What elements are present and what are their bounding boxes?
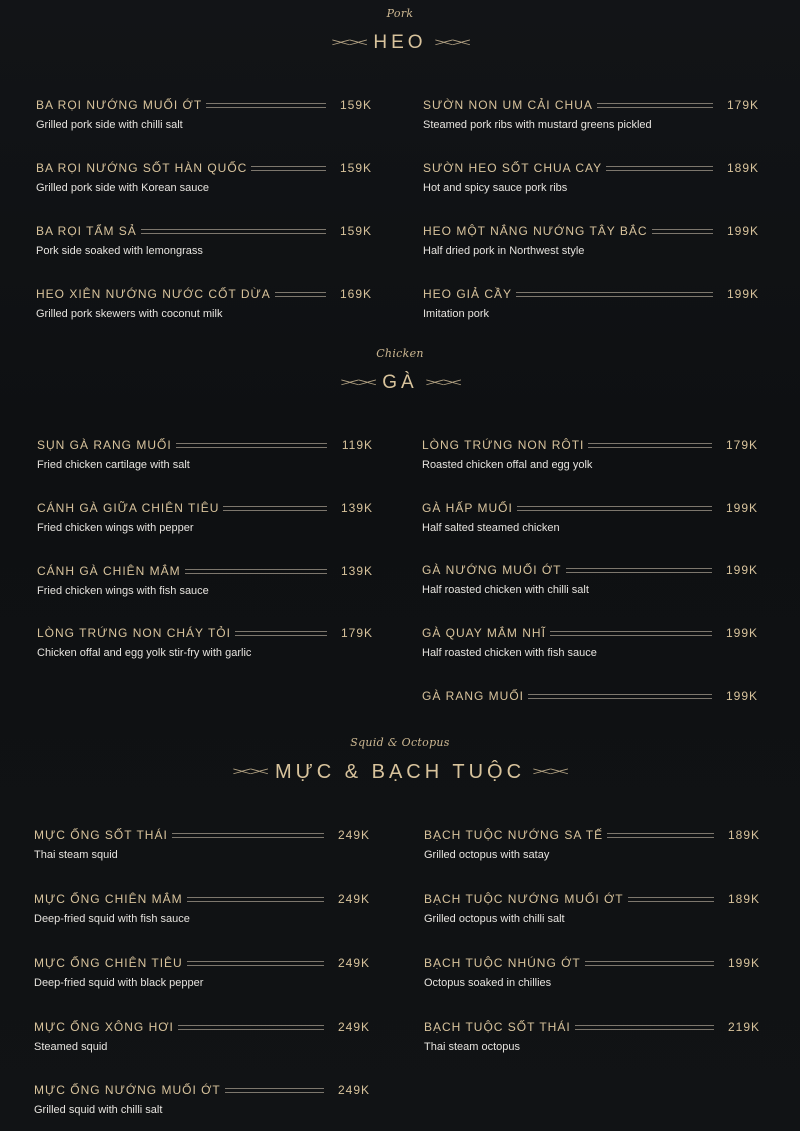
item-name: LÒNG TRỨNG NON RÔTI — [422, 438, 585, 452]
menu-item — [422, 625, 758, 667]
item-price: 199K — [726, 287, 759, 301]
item-description: Roasted chicken offal and egg yolk — [422, 459, 593, 471]
item-price: 199K — [725, 563, 758, 577]
leader-rule — [606, 166, 713, 171]
section-title-text: MỰC & BẠCH TUỘC — [274, 760, 526, 783]
item-name: MỰC ỐNG XÔNG HƠI — [34, 1020, 174, 1034]
item-description: Half salted steamed chicken — [422, 522, 560, 534]
item-description: Hot and spicy sauce pork ribs — [423, 182, 568, 194]
ornament-right-icon: ><>< — [532, 766, 568, 778]
ornament-left-icon: ><>< — [340, 377, 375, 389]
menu-item — [34, 891, 370, 933]
item-price: 199K — [727, 956, 760, 970]
leader-rule — [235, 631, 327, 636]
item-description: Grilled pork side with Korean sauce — [36, 182, 210, 194]
leader-rule — [185, 569, 327, 574]
item-price: 249K — [337, 892, 370, 906]
menu-item — [423, 160, 759, 202]
leader-rule — [607, 833, 714, 838]
section-title-ga — [0, 370, 800, 396]
menu-item — [424, 955, 760, 997]
section-title-text: GÀ — [382, 372, 418, 393]
menu-item — [422, 688, 758, 730]
section-title-muc-bach-tuoc — [0, 758, 800, 786]
menu-item — [36, 160, 372, 202]
item-name: BẠCH TUỘC NHÚNG ỚT — [424, 956, 581, 970]
ornament-left-icon: ><>< — [232, 766, 268, 778]
section-subtitle-chicken: Chicken — [376, 347, 424, 360]
ornament-left-icon: ><>< — [331, 37, 366, 49]
section-subtitle-pork: Pork — [386, 7, 414, 20]
leader-rule — [597, 103, 713, 108]
leader-rule — [585, 961, 714, 966]
item-description: Deep-fried squid with black pepper — [34, 977, 204, 989]
menu-item — [37, 563, 373, 605]
leader-rule — [225, 1088, 324, 1093]
item-name: MỰC ỐNG CHIÊN MẮM — [34, 892, 183, 906]
leader-rule — [652, 229, 713, 234]
menu-item — [423, 97, 759, 139]
leader-rule — [206, 103, 326, 108]
item-price: 199K — [725, 689, 758, 703]
section-title-text: HEO — [373, 32, 427, 53]
item-price: 249K — [337, 1083, 370, 1097]
item-price: 179K — [340, 626, 373, 640]
item-price: 139K — [340, 564, 373, 578]
item-name: SƯỜN NON UM CẢI CHUA — [423, 98, 593, 112]
item-price: 249K — [337, 1020, 370, 1034]
leader-rule — [176, 443, 327, 448]
item-description: Fried chicken wings with pepper — [37, 522, 194, 534]
item-description: Fried chicken wings with fish sauce — [37, 585, 209, 597]
item-price: 189K — [726, 161, 759, 175]
item-name: BA RỌI NƯỚNG SỐT HÀN QUỐC — [36, 161, 248, 175]
item-name: BẠCH TUỘC SỐT THÁI — [424, 1020, 571, 1034]
item-description: Half dried pork in Northwest style — [423, 245, 585, 257]
leader-rule — [141, 229, 326, 234]
item-name: BẠCH TUỘC NƯỚNG SA TẾ — [424, 828, 604, 842]
item-name: SỤN GÀ RANG MUỐI — [37, 438, 172, 452]
item-name: GÀ RANG MUỐI — [422, 689, 525, 703]
item-name: HEO MỘT NẮNG NƯỚNG TÂY BẮC — [423, 224, 648, 238]
ornament-right-icon: ><>< — [425, 377, 460, 389]
leader-rule — [187, 961, 324, 966]
menu-item — [34, 1019, 370, 1061]
leader-rule — [517, 506, 712, 511]
menu-item — [37, 500, 373, 542]
menu-item — [423, 223, 759, 265]
menu-item — [422, 562, 758, 604]
item-price: 219K — [727, 1020, 760, 1034]
item-name: BA RỌI NƯỚNG MUỐI ỚT — [36, 98, 203, 112]
item-description: Grilled pork skewers with coconut milk — [36, 308, 223, 320]
menu-item — [424, 827, 760, 869]
item-description: Half roasted chicken with chilli salt — [422, 584, 589, 596]
leader-rule — [566, 568, 713, 573]
leader-rule — [172, 833, 324, 838]
menu-item — [424, 1019, 760, 1061]
item-description: Thai steam squid — [34, 849, 118, 861]
menu-item — [36, 286, 372, 328]
item-price: 159K — [339, 161, 372, 175]
item-price: 159K — [339, 224, 372, 238]
item-name: CÁNH GÀ CHIÊN MẮM — [37, 564, 181, 578]
item-name: MỰC ỐNG SỐT THÁI — [34, 828, 168, 842]
menu-item — [34, 827, 370, 869]
leader-rule — [187, 897, 324, 902]
item-price: 199K — [726, 224, 759, 238]
item-price: 179K — [726, 98, 759, 112]
ornament-right-icon: ><>< — [434, 37, 469, 49]
item-name: HEO GIẢ CẦY — [423, 287, 513, 301]
item-price: 249K — [337, 828, 370, 842]
section-subtitle-squid-octopus: Squid & Octopus — [350, 736, 450, 749]
leader-rule — [588, 443, 712, 448]
item-description: Steamed squid — [34, 1041, 108, 1053]
menu-item — [34, 955, 370, 997]
item-price: 199K — [725, 626, 758, 640]
item-description: Deep-fried squid with fish sauce — [34, 913, 190, 925]
leader-rule — [516, 292, 713, 297]
item-price: 169K — [339, 287, 372, 301]
menu-item — [34, 1082, 370, 1124]
menu-item — [37, 437, 373, 479]
item-name: GÀ QUAY MẮM NHĨ — [422, 626, 546, 640]
leader-rule — [251, 166, 326, 171]
item-description: Thai steam octopus — [424, 1041, 520, 1053]
item-name: CÁNH GÀ GIỮA CHIÊN TIÊU — [37, 501, 220, 515]
leader-rule — [275, 292, 326, 297]
item-price: 119K — [341, 438, 373, 452]
menu-item — [424, 891, 760, 933]
item-price: 189K — [727, 892, 760, 906]
item-description: Chicken offal and egg yolk stir-fry with garlic — [37, 647, 252, 659]
item-description: Imitation pork — [423, 308, 490, 320]
menu-item — [36, 223, 372, 265]
leader-rule — [223, 506, 327, 511]
item-name: BA RỌI TẨM SẢ — [36, 224, 137, 238]
item-name: HEO XIÊN NƯỚNG NƯỚC CỐT DỪA — [36, 287, 271, 301]
item-description: Pork side soaked with lemongrass — [36, 245, 203, 257]
item-name: GÀ HẤP MUỐI — [422, 501, 513, 515]
item-name: SƯỜN HEO SỐT CHUA CAY — [423, 161, 603, 175]
leader-rule — [178, 1025, 324, 1030]
leader-rule — [550, 631, 712, 636]
item-description: Steamed pork ribs with mustard greens pickled — [423, 119, 652, 131]
item-price: 139K — [340, 501, 373, 515]
item-price: 249K — [337, 956, 370, 970]
item-price: 199K — [725, 501, 758, 515]
item-name: MỰC ỐNG CHIÊN TIÊU — [34, 956, 183, 970]
item-description: Half roasted chicken with fish sauce — [422, 647, 597, 659]
menu-item — [422, 437, 758, 479]
menu-item — [423, 286, 759, 328]
item-name: GÀ NƯỚNG MUỐI ỚT — [422, 563, 562, 577]
item-description: Grilled pork side with chilli salt — [36, 119, 183, 131]
menu-item — [422, 500, 758, 542]
item-description: Grilled octopus with chilli salt — [424, 913, 565, 925]
item-price: 189K — [727, 828, 760, 842]
item-name: BẠCH TUỘC NƯỚNG MUỐI ỚT — [424, 892, 624, 906]
menu-item — [37, 625, 373, 667]
leader-rule — [575, 1025, 714, 1030]
item-price: 179K — [725, 438, 758, 452]
item-description: Grilled squid with chilli salt — [34, 1104, 163, 1116]
section-title-heo — [0, 30, 800, 56]
item-description: Grilled octopus with satay — [424, 849, 550, 861]
item-name: LÒNG TRỨNG NON CHÁY TỎI — [37, 626, 231, 640]
menu-item — [36, 97, 372, 139]
leader-rule — [628, 897, 714, 902]
item-name: MỰC ỐNG NƯỚNG MUỐI ỚT — [34, 1083, 221, 1097]
item-description: Octopus soaked in chillies — [424, 977, 552, 989]
leader-rule — [528, 694, 712, 699]
item-price: 159K — [339, 98, 372, 112]
item-description: Fried chicken cartilage with salt — [37, 459, 190, 471]
